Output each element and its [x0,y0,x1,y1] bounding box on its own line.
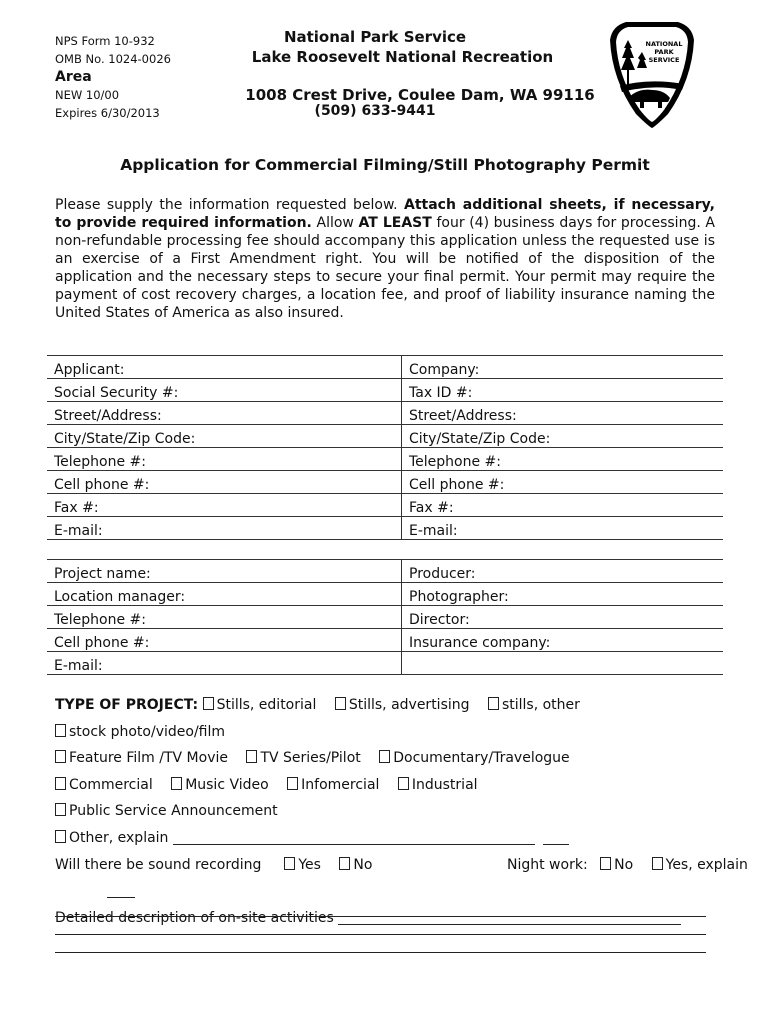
night-question: Night work: [507,856,588,873]
applicant-fax-field[interactable]: Fax #: [47,494,402,517]
checkbox-icon[interactable] [287,777,298,790]
description-label: Detailed description of on-site activities [55,909,334,926]
sound-night-line [55,852,748,879]
agency-name: National Park Service [283,28,467,46]
checkbox-icon[interactable] [652,857,663,870]
description-line [55,905,720,932]
option-feature-film[interactable]: Feature Film /TV Movie [55,750,228,766]
table-row [47,402,723,425]
sound-no-option[interactable]: No [339,857,372,873]
director-field[interactable]: Director: [402,606,724,629]
checkbox-icon[interactable] [398,777,409,790]
company-telephone-field[interactable]: Telephone #: [402,448,724,471]
project-type-section [55,692,748,931]
night-explain-blank[interactable] [107,882,135,898]
checkbox-icon[interactable] [203,697,214,710]
table-row [47,606,723,629]
logo-text-line-3: SERVICE [648,56,680,64]
project-cell-field[interactable]: Cell phone #: [47,629,402,652]
form-info [55,32,171,122]
option-stills-advertising[interactable]: Stills, advertising [335,697,470,713]
omb-number: OMB No. 1024-0026 [55,52,171,66]
option-stock[interactable]: stock photo/video/film [55,724,225,740]
company-cell-field[interactable]: Cell phone #: [402,471,724,494]
checkbox-icon[interactable] [600,857,611,870]
night-work-group [507,852,748,879]
company-email-field[interactable]: E-mail: [402,517,724,540]
form-title: Application for Commercial Filming/Still Photography Permit [120,156,650,174]
description-line-4[interactable] [55,952,706,953]
description-line-2[interactable] [55,916,706,917]
project-type-line-3 [55,772,720,799]
producer-field[interactable]: Producer: [402,560,724,583]
other-explain-line-end[interactable] [543,829,569,845]
checkbox-icon[interactable] [55,724,66,737]
description-line-3[interactable] [55,934,706,935]
checkbox-icon[interactable] [55,830,66,843]
option-psa[interactable]: Public Service Announcement [55,803,278,819]
applicant-street-field[interactable]: Street/Address: [47,402,402,425]
project-type-line-2 [55,745,720,772]
table-row [47,517,723,540]
checkbox-icon[interactable] [55,803,66,816]
night-no-option[interactable]: No [600,857,633,873]
applicant-email-field[interactable]: E-mail: [47,517,402,540]
location-manager-field[interactable]: Location manager: [47,583,402,606]
logo-text-line-1: NATIONAL [645,40,683,48]
new-date: NEW 10/00 [55,88,120,102]
checkbox-icon[interactable] [335,697,346,710]
checkbox-icon[interactable] [488,697,499,710]
sound-question: Will there be sound recording [55,856,262,873]
tax-id-field[interactable]: Tax ID #: [402,379,724,402]
insurance-company-field[interactable]: Insurance company: [402,629,724,652]
night-explain-line [55,878,720,905]
table-row [47,583,723,606]
applicant-city-field[interactable]: City/State/Zip Code: [47,425,402,448]
form-number: NPS Form 10-932 [55,34,155,48]
table-row [47,652,723,675]
unit-name: Lake Roosevelt National Recreation [251,48,554,66]
project-type-line-4 [55,798,720,825]
option-tv-series[interactable]: TV Series/Pilot [246,750,360,766]
project-email-field[interactable]: E-mail: [47,652,402,675]
company-fax-field[interactable]: Fax #: [402,494,724,517]
company-street-field[interactable]: Street/Address: [402,402,724,425]
table-row [47,494,723,517]
applicant-cell-field[interactable]: Cell phone #: [47,471,402,494]
table-row [47,425,723,448]
photographer-field[interactable]: Photographer: [402,583,724,606]
table-row [47,356,723,379]
table-row [47,560,723,583]
other-explain-line[interactable] [173,829,535,845]
sound-yes-option[interactable]: Yes [284,857,321,873]
logo-text-line-2: PARK [654,48,674,56]
area-label: Area [55,69,92,85]
option-other-label: Other, explain [69,829,169,846]
intro-text-3: four (4) business days for processing. A non-refundable processing fee should accompany this application unless the requested use is an exercise of a First Amendment right. You will be notified of the disposition of the application and the necessary steps to secure your final permit. Your permit may require the payment of cost recovery charges, a location fee, and proof of liability insurance naming the United States of America as also insured. [55,215,715,321]
checkbox-icon[interactable] [171,777,182,790]
applicant-field[interactable]: Applicant: [47,356,402,379]
unit-phone: (509) 633-9441 [314,103,436,119]
checkbox-icon[interactable] [284,857,295,870]
checkbox-icon[interactable] [339,857,350,870]
checkbox-icon[interactable] [379,750,390,763]
project-table [47,559,723,675]
project-name-field[interactable]: Project name: [47,560,402,583]
table-row [47,471,723,494]
instructions-paragraph [55,196,715,322]
project-telephone-field[interactable]: Telephone #: [47,606,402,629]
unit-address: 1008 Crest Drive, Coulee Dam, WA 99116 [245,86,595,104]
option-music-video[interactable]: Music Video [171,777,269,793]
checkbox-icon[interactable] [246,750,257,763]
applicant-telephone-field[interactable]: Telephone #: [47,448,402,471]
applicant-company-table [47,355,723,540]
intro-attach-note: Attach additional sheets, if necessary, to provide required information. [55,197,716,231]
table-row [47,448,723,471]
checkbox-icon[interactable] [55,750,66,763]
option-stills-editorial[interactable]: Stills, editorial [203,697,317,713]
intro-text-1: Please supply the information requested below. [55,197,405,213]
project-type-line-1 [55,692,720,745]
project-type-line-5 [55,825,720,852]
table-row [47,379,723,402]
option-documentary[interactable]: Documentary/Travelogue [379,750,569,766]
intro-text-2: Allow [311,215,359,231]
option-stills-other[interactable]: stills, other [488,697,580,713]
table-row [47,629,723,652]
company-city-field[interactable]: City/State/Zip Code: [402,425,724,448]
intro-at-least: AT LEAST [358,215,432,231]
option-commercial[interactable]: Commercial [55,777,153,793]
checkbox-icon[interactable] [55,777,66,790]
night-yes-option[interactable]: Yes, explain [652,857,748,873]
empty-cell [402,652,724,675]
company-field[interactable]: Company: [402,356,724,379]
project-type-label: TYPE OF PROJECT: [55,697,199,713]
option-industrial[interactable]: Industrial [398,777,478,793]
ssn-field[interactable]: Social Security #: [47,379,402,402]
nps-arrowhead-logo-icon [608,18,696,130]
option-infomercial[interactable]: Infomercial [287,777,379,793]
expiration-date: Expires 6/30/2013 [55,106,160,120]
